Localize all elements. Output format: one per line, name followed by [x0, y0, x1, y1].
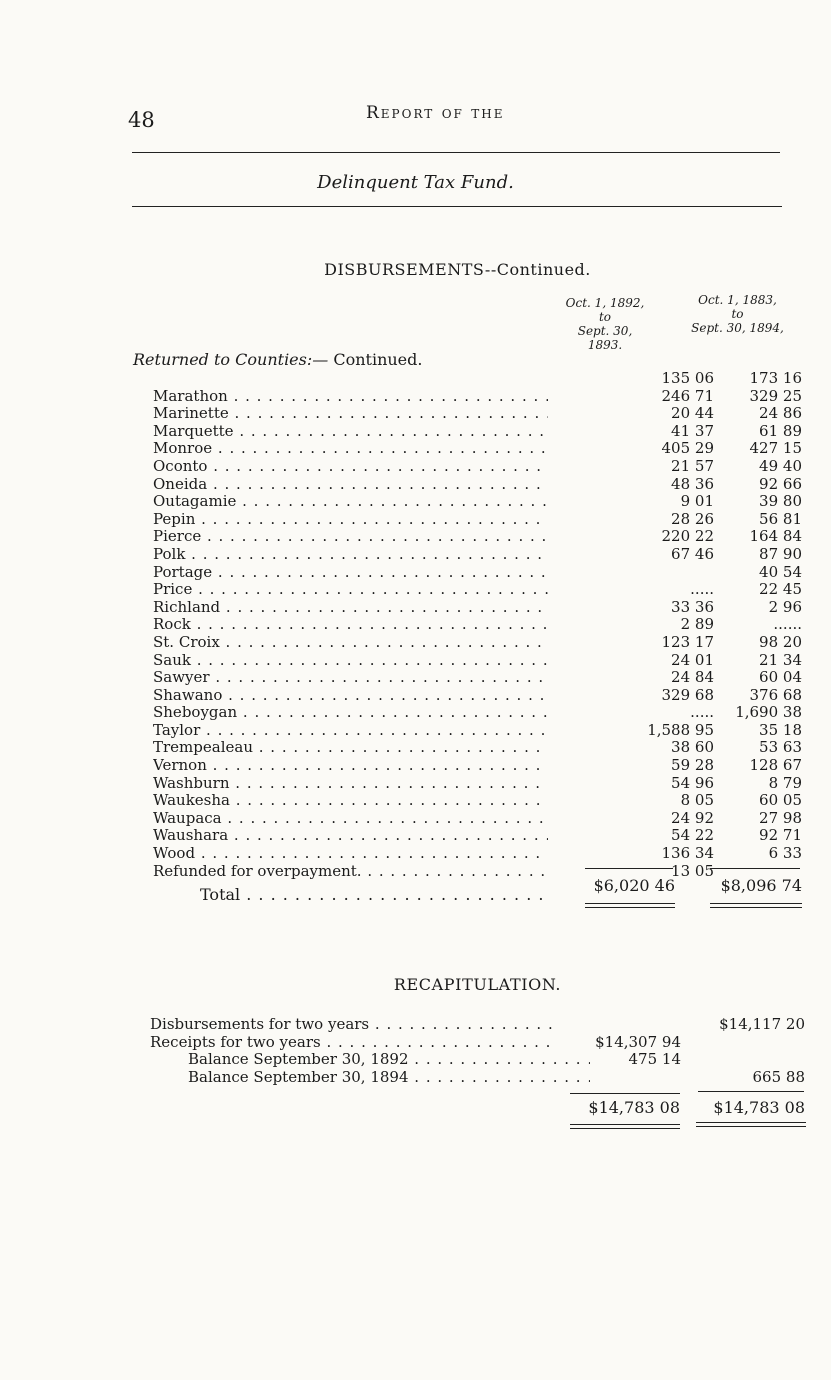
row-label: Vernon . . .: [153, 757, 548, 775]
value-1893-1894: 61 89: [759, 421, 802, 440]
table-row: [150, 388, 810, 406]
col-a-line3: Sept. 30, 1893.: [577, 324, 633, 352]
value-1892-1893: 1,588 95: [647, 720, 714, 739]
value-1893-1894: 87 90: [759, 544, 802, 563]
value-1893-1894: 6 33: [768, 844, 802, 863]
total-1893-1894: $8,096 74: [720, 876, 802, 895]
row-label: Price . . .: [153, 581, 548, 599]
table-row: [150, 370, 810, 388]
section-title: DISBURSEMENTS--Continued.: [324, 260, 591, 279]
page-number: 48: [128, 108, 155, 132]
row-label: Wood . . .: [153, 845, 548, 863]
value-1893-1894: 24 86: [759, 404, 802, 423]
row-label: Polk . . .: [153, 546, 548, 564]
value-1892-1893: 38 60: [671, 738, 714, 757]
value-1893-1894: ......: [773, 615, 802, 634]
table-row: [150, 405, 810, 423]
recap-rule-b: [698, 1091, 804, 1092]
recapitulation-rows: [150, 1016, 810, 1086]
table-row: [150, 669, 810, 687]
fund-title: Delinquent Tax Fund.: [317, 172, 514, 193]
value-1893-1894: 39 80: [759, 492, 802, 511]
value-1893-1894: 49 40: [759, 456, 802, 475]
recap-double-rule-a: [570, 1124, 680, 1129]
col-a-line2: to: [598, 310, 612, 324]
value-1893-1894: 40 54: [759, 562, 802, 581]
subtotal-rule-b: [710, 868, 800, 869]
value-1892-1893: 135 06: [661, 369, 714, 387]
value-1893-1894: $14,117 20: [719, 1015, 805, 1033]
top-rule: [132, 152, 780, 153]
recap-double-rule-b: [696, 1122, 806, 1127]
row-label: Waukesha . . .: [153, 792, 548, 810]
table-row: [150, 616, 810, 634]
running-head: Report of the: [366, 103, 505, 123]
value-1893-1894: 56 81: [759, 509, 802, 528]
value-1893-1894: 173 16: [749, 369, 802, 387]
table-row: [150, 827, 810, 845]
recap-rule-a: [570, 1093, 680, 1094]
subhead-rest: Continued.: [328, 350, 423, 369]
table-row: [150, 511, 810, 529]
table-row: [150, 423, 810, 441]
value-1892-1893: 48 36: [671, 474, 714, 493]
value-1892-1893: 41 37: [671, 421, 714, 440]
row-label: Receipts for two years . . .: [150, 1034, 552, 1052]
table-row: [150, 1016, 810, 1034]
value-1892-1893: 24 92: [671, 808, 714, 827]
row-label: Marathon . . .: [153, 388, 548, 406]
table-row: [150, 792, 810, 810]
row-label: Trempealeau . . .: [153, 739, 548, 757]
row-label: St. Croix . . .: [153, 634, 548, 652]
table-row: [150, 599, 810, 617]
value-1893-1894: 60 05: [759, 791, 802, 810]
value-1892-1893: 54 96: [671, 773, 714, 792]
value-1893-1894: 128 67: [749, 756, 802, 775]
table-row: [150, 581, 810, 599]
row-label: Washburn . . .: [153, 775, 548, 793]
value-1892-1893: 20 44: [671, 404, 714, 423]
row-label: Monroe . . .: [153, 440, 548, 458]
row-label: Richland . . .: [153, 599, 548, 617]
row-label: Sauk . . .: [153, 652, 548, 670]
row-label: Pepin . . .: [153, 511, 548, 529]
value-1892-1893: 405 29: [661, 439, 714, 458]
table-row: [150, 845, 810, 863]
value-1892-1893: 24 84: [671, 668, 714, 687]
row-label: Balance September 30, 1892 . . .: [188, 1051, 590, 1069]
row-label: Marinette . . .: [153, 405, 548, 423]
recapitulation-title: RECAPITULATION.: [393, 975, 562, 994]
subhead-italic: Returned to Counties:—: [133, 350, 329, 369]
value-1893-1894: 27 98: [759, 808, 802, 827]
table-row: [150, 652, 810, 670]
value-1893-1894: 427 15: [749, 439, 802, 458]
row-label: Refunded for overpayment. . . .: [153, 863, 548, 881]
table-row: [150, 564, 810, 582]
column-header-1892-1893: [560, 296, 650, 352]
value-1893-1894: 60 04: [759, 668, 802, 687]
value-1892-1893: 67 46: [671, 544, 714, 563]
table-row: [150, 810, 810, 828]
value-1892-1893: 28 26: [671, 509, 714, 528]
row-label: Oneida . . .: [153, 476, 548, 494]
table-row: [150, 1051, 810, 1069]
row-label: Pierce . . .: [153, 528, 548, 546]
value-1892-1893: 475 14: [628, 1050, 681, 1069]
value-1893-1894: 1,690 38: [735, 703, 802, 722]
row-label: Oconto . . .: [153, 458, 548, 476]
table-row: [150, 634, 810, 652]
value-1892-1893: 13 05: [671, 861, 714, 880]
value-1892-1893: 246 71: [661, 386, 714, 405]
value-1893-1894: 98 20: [759, 632, 802, 651]
subtotal-rule-a: [585, 868, 673, 869]
table-row: [150, 757, 810, 775]
value-1893-1894: 8 79: [768, 773, 802, 792]
value-1893-1894: 35 18: [759, 720, 802, 739]
row-label: Waupaca . . .: [153, 810, 548, 828]
table-row: [150, 440, 810, 458]
value-1892-1893: 21 57: [671, 456, 714, 475]
total-1892-1893: $6,020 46: [593, 876, 675, 895]
total-double-rule-b: [710, 903, 802, 908]
row-label: Sheboygan . . .: [153, 704, 548, 722]
row-label: Taylor . . .: [153, 722, 548, 740]
row-label: Marquette . . .: [153, 423, 548, 441]
row-label: Rock . . .: [153, 616, 548, 634]
table-row: [150, 687, 810, 705]
col-b-line2: to: [731, 307, 744, 321]
row-label: Sawyer . . .: [153, 669, 548, 687]
fund-title-rule: [132, 206, 782, 207]
row-label: Waushara . . .: [153, 827, 548, 845]
value-1893-1894: 376 68: [749, 685, 802, 704]
value-1892-1893: 136 34: [661, 844, 714, 863]
value-1892-1893: 59 28: [671, 756, 714, 775]
value-1893-1894: 21 34: [759, 650, 802, 669]
value-1893-1894: 22 45: [759, 580, 802, 599]
row-label: Portage . . .: [153, 564, 548, 582]
value-1892-1893: 8 05: [680, 791, 714, 810]
table-row: [150, 458, 810, 476]
recap-total-a: $14,783 08: [588, 1098, 680, 1117]
value-1892-1893: 24 01: [671, 650, 714, 669]
table-row: [150, 704, 810, 722]
value-1893-1894: 53 63: [759, 738, 802, 757]
table-row: [150, 775, 810, 793]
disbursement-rows: [150, 370, 810, 880]
value-1892-1893: 2 89: [680, 615, 714, 634]
value-1893-1894: 92 71: [759, 826, 802, 845]
table-row: [150, 476, 810, 494]
table-row: [150, 493, 810, 511]
recap-total-b: $14,783 08: [713, 1098, 805, 1117]
row-label: Balance September 30, 1894 . . .: [188, 1069, 590, 1087]
table-row: [150, 546, 810, 564]
row-label: Shawano . . .: [153, 687, 548, 705]
value-1892-1893: 54 22: [671, 826, 714, 845]
value-1893-1894: 164 84: [749, 527, 802, 546]
value-1893-1894: 2 96: [768, 597, 802, 616]
value-1892-1893: 33 36: [671, 597, 714, 616]
col-a-line1: Oct. 1, 1892,: [565, 296, 645, 310]
row-label: Disbursements for two years . . .: [150, 1016, 552, 1034]
column-header-1893-1894: [685, 293, 790, 335]
table-row: [150, 1034, 810, 1052]
col-b-line3: Sept. 30, 1894,: [691, 321, 784, 335]
value-1892-1893: 220 22: [661, 527, 714, 546]
table-row: [150, 722, 810, 740]
table-row: [150, 1069, 810, 1087]
total-label: Total . . .: [200, 885, 545, 904]
col-b-line1: Oct. 1, 1883,: [698, 293, 777, 307]
value-1892-1893: 123 17: [661, 632, 714, 651]
value-1893-1894: 329 25: [749, 386, 802, 405]
table-row: [150, 528, 810, 546]
value-1892-1893: .....: [690, 580, 714, 599]
value-1892-1893: 329 68: [661, 685, 714, 704]
subhead: [133, 350, 422, 369]
value-1892-1893: $14,307 94: [595, 1032, 681, 1051]
table-row: [150, 739, 810, 757]
total-double-rule-a: [585, 903, 675, 908]
value-1893-1894: 92 66: [759, 474, 802, 493]
value-1892-1893: 9 01: [680, 492, 714, 511]
value-1893-1894: 665 88: [752, 1067, 805, 1086]
value-1892-1893: .....: [690, 703, 714, 722]
row-label: Outagamie . . .: [153, 493, 548, 511]
